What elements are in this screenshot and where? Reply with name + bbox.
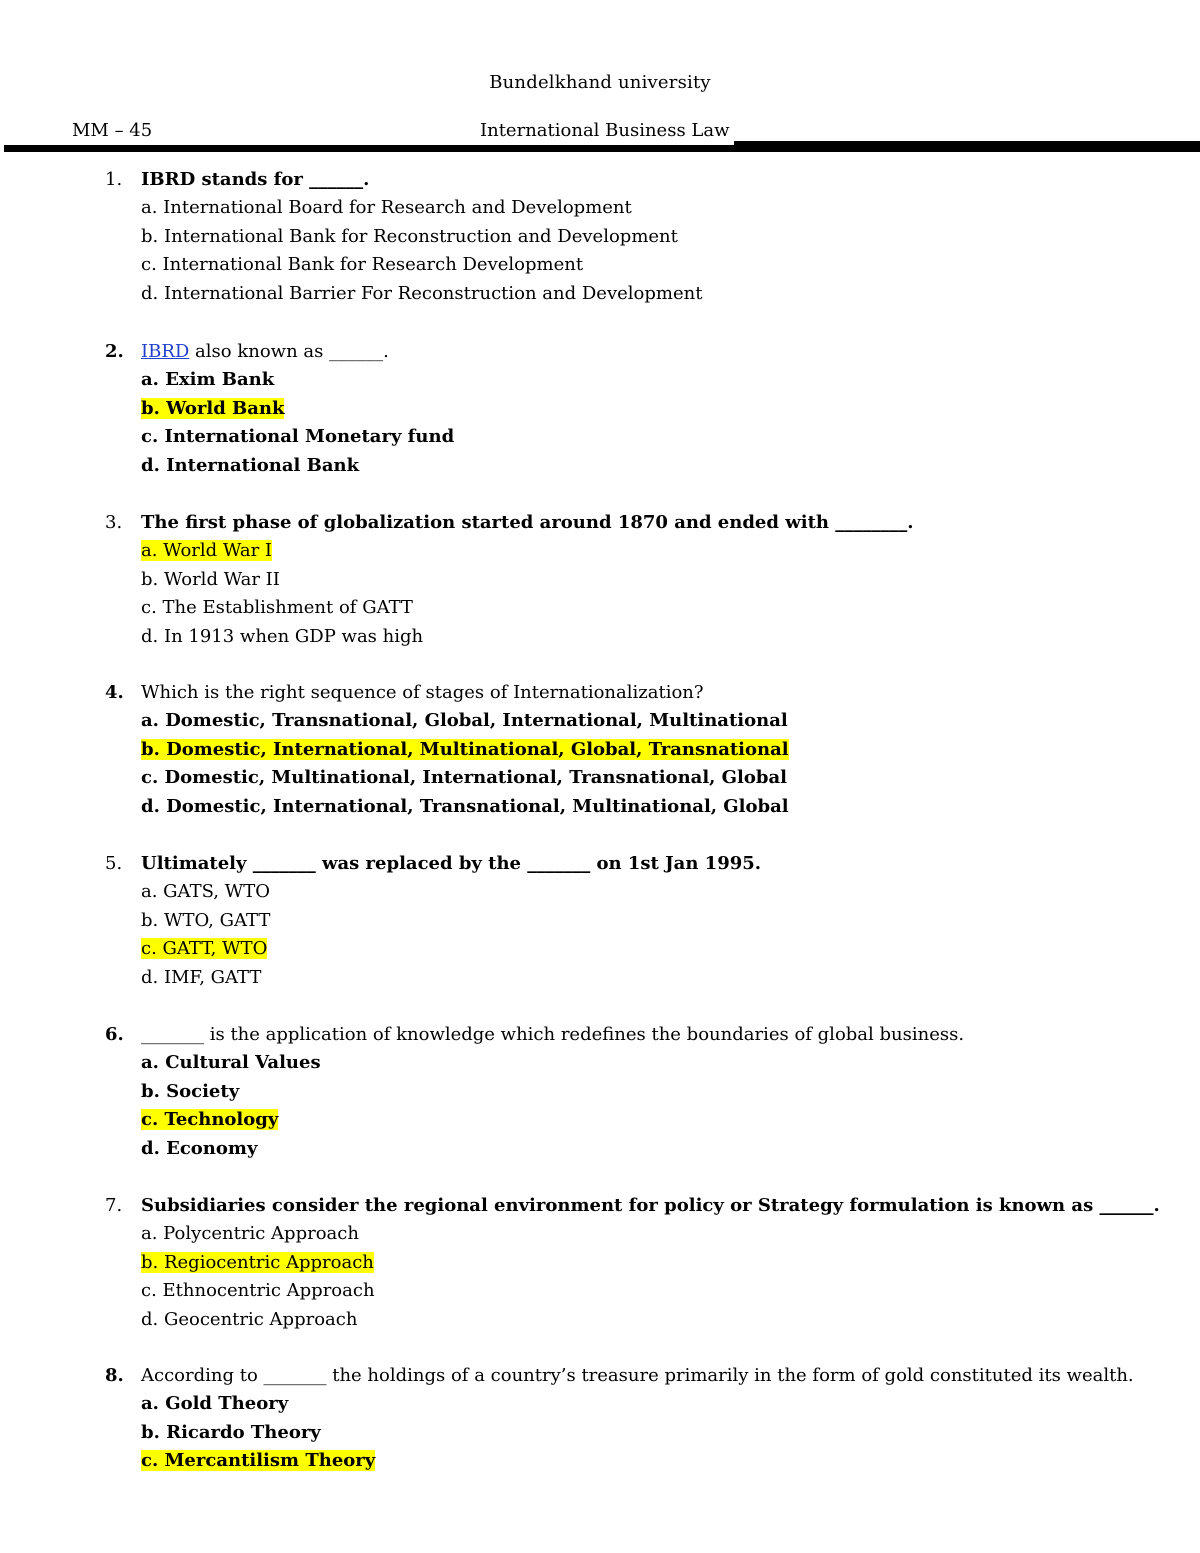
option-b-answer: b. Regiocentric Approach xyxy=(141,1251,374,1273)
option-c-answer: c. GATT, WTO xyxy=(141,938,268,960)
question-stem: Which is the right sequence of stages of Internationalization? xyxy=(141,682,704,703)
question-number: 5. xyxy=(105,853,123,874)
option-a: a. Domestic, Transnational, Global, International, Multinational xyxy=(141,710,788,732)
option-a-answer: a. World War I xyxy=(141,540,273,562)
option-d: d. Domestic, International, Transnational, Multinational, Global xyxy=(141,795,789,817)
option-c: c. International Bank for Research Development xyxy=(141,254,584,276)
option-d: d. IMF, GATT xyxy=(141,966,262,988)
question-8 xyxy=(105,1362,1134,1476)
option-c-answer: c. Mercantilism Theory xyxy=(141,1450,376,1472)
option-d: d. International Bank xyxy=(141,454,360,476)
option-c: c. Ethnocentric Approach xyxy=(141,1280,375,1302)
option-a: a. GATS, WTO xyxy=(141,881,270,903)
option-c: c. Domestic, Multinational, International, Transnational, Global xyxy=(141,767,787,789)
question-number: 2. xyxy=(105,341,124,362)
option-d: d. Economy xyxy=(141,1137,258,1159)
question-stem: The first phase of globalization started around 1870 and ended with ________. xyxy=(141,512,914,533)
question-stem: Ultimately _______ was replaced by the _______ on 1st Jan 1995. xyxy=(141,853,762,874)
university-name: Bundelkhand university xyxy=(489,72,711,93)
question-3 xyxy=(105,509,914,651)
question-number: 3. xyxy=(105,512,123,533)
option-a: a. Gold Theory xyxy=(141,1393,289,1415)
header-rule-thick xyxy=(4,145,1200,152)
question-6 xyxy=(105,1021,964,1163)
question-4 xyxy=(105,679,789,821)
option-b-answer: b. World Bank xyxy=(141,397,285,419)
option-c: c. The Establishment of GATT xyxy=(141,597,413,619)
option-b: b. WTO, GATT xyxy=(141,909,271,931)
question-number: 7. xyxy=(105,1195,123,1216)
option-a: a. International Board for Research and Development xyxy=(141,197,632,219)
option-a: a. Polycentric Approach xyxy=(141,1223,359,1245)
question-number: 8. xyxy=(105,1365,124,1386)
question-7 xyxy=(105,1192,1160,1334)
question-stem: IBRD stands for ______. xyxy=(141,169,370,190)
option-b-answer: b. Domestic, International, Multinational, Global, Transnational xyxy=(141,738,789,760)
max-marks: MM – 45 xyxy=(72,120,153,141)
option-d: d. In 1913 when GDP was high xyxy=(141,625,424,647)
option-a: a. Cultural Values xyxy=(141,1052,321,1074)
question-stem: Subsidiaries consider the regional environment for policy or Strategy formulation is known as ______. xyxy=(141,1195,1160,1216)
ibrd-link[interactable]: IBRD xyxy=(141,341,190,362)
question-stem: also known as ______. xyxy=(189,341,389,362)
question-number: 6. xyxy=(105,1024,124,1045)
question-stem: According to _______ the holdings of a country’s treasure primarily in the form of gold constituted its wealth. xyxy=(141,1365,1134,1386)
option-c: c. International Monetary fund xyxy=(141,426,455,448)
option-b: b. Ricardo Theory xyxy=(141,1421,321,1443)
option-d: d. International Barrier For Reconstruction and Development xyxy=(141,282,703,304)
option-a: a. Exim Bank xyxy=(141,369,275,391)
option-b: b. International Bank for Reconstruction and Development xyxy=(141,225,678,247)
subject-title: International Business Law xyxy=(480,120,730,141)
question-1 xyxy=(105,166,702,308)
question-number: 4. xyxy=(105,682,124,703)
question-stem: _______ is the application of knowledge which redefines the boundaries of global business. xyxy=(141,1024,965,1045)
question-number: 1. xyxy=(105,169,123,190)
option-c-answer: c. Technology xyxy=(141,1109,279,1131)
question-2 xyxy=(105,338,454,480)
option-b: b. Society xyxy=(141,1080,240,1102)
option-d: d. Geocentric Approach xyxy=(141,1308,358,1330)
option-b: b. World War II xyxy=(141,568,280,590)
question-5 xyxy=(105,850,761,992)
